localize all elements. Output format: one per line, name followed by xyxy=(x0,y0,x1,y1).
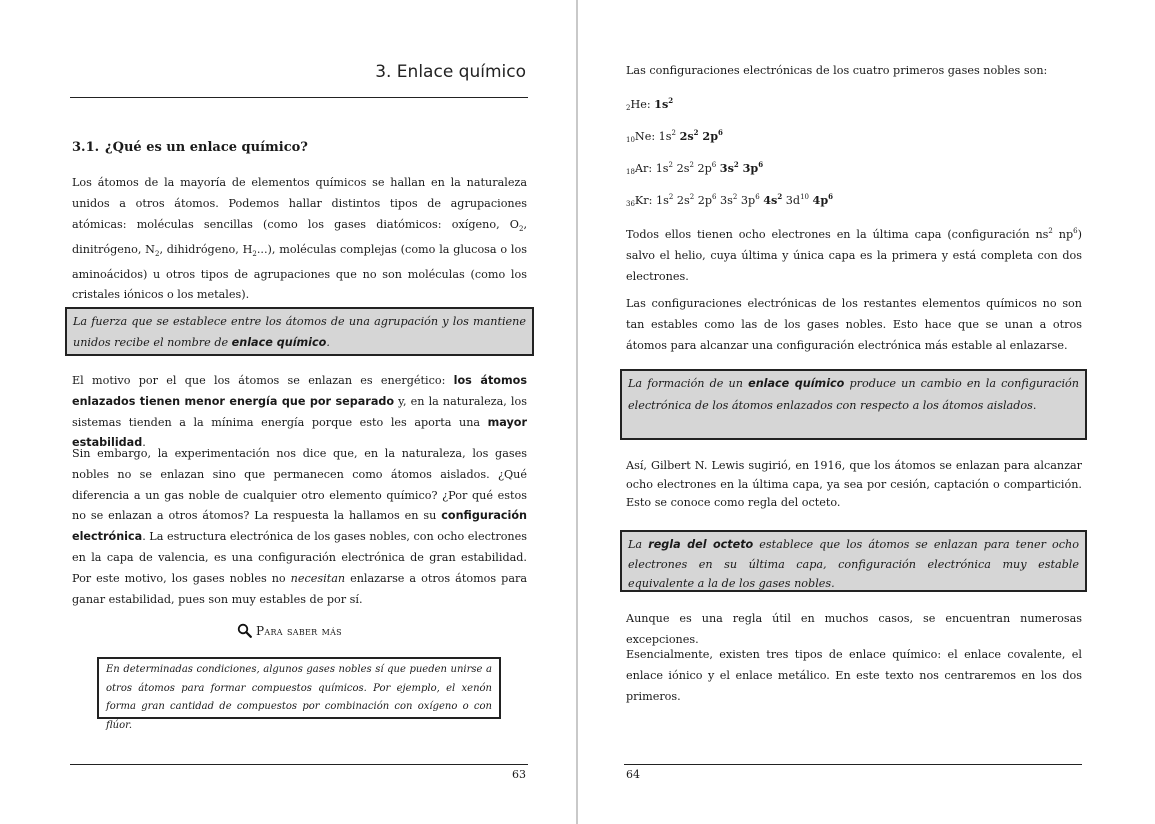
config-krypton: $_{36}$Kr: $1s^2$ $2s^2$ $2p^6$ $3s^2$ $3p^6$ $4s^2$ $3d^{10}$ $4p^6$ xyxy=(626,192,834,208)
page-number-right: 64 xyxy=(626,768,640,781)
header-rule xyxy=(70,97,528,98)
sin-embargo-paragraph: Sin embargo, la experimentación nos dice que, en la naturaleza, los gases nobles no se enlazan sino que permanecen como átomos aislados. ¿Qué diferencia a un gas noble de cualquier otro elemento químico? ¿Por qué estos no se enlazan a otros átomos? La respuesta la hallamos en su configuración electrónica. La estructura electrónica de los gases nobles, con ocho electrones en la capa de valencia, es una configuración electrónica de gran estabilidad. Por este motivo, los gases nobles no necesitan enlazarse a otros átomos para ganar estabilidad, pues son muy estables de por sí. xyxy=(72,447,528,606)
section-number: 3.1. xyxy=(72,140,100,155)
magnifier-icon xyxy=(237,623,252,638)
config-neon: $_{10}$Ne: $1s^2$ $2s^2$ $2p^6$ xyxy=(626,128,723,144)
todos-paragraph: Todos ellos tienen ocho electrones en la última capa (configuración $ns^2$ $np^6$) salvo el helio, cuya última y única capa es la primera y está completa con dos electrones. xyxy=(626,227,1082,283)
config-helium: $_2$He: $1s^2$ xyxy=(626,96,674,112)
definition-box-octeto: La regla del octeto establece que los átomos se enlazan para tener ocho electrones en su última capa, configuración electrónica muy estable equivalente a la de los gases nobles. xyxy=(620,530,1087,592)
chapter-title: 3. Enlace químico xyxy=(375,62,526,82)
footer-rule-left xyxy=(70,764,528,765)
section-title xyxy=(72,140,308,155)
intro-paragraph: Los átomos de la mayoría de elementos químicos se hallan en la naturaleza unidos a otros átomos. Podemos hallar distintos tipos de agrupaciones atómicas: moléculas sencillas (como los gases diatómicos: oxígeno, $O_2$, dinitrógeno, $N_2$, dihidrógeno, $H_2$...), moléculas complejas (como la glucosa o los aminoácidos) u otros tipos de agrupaciones que no son moléculas (como los cristales iónicos o los metales). xyxy=(72,176,527,302)
excepciones-paragraph: Aunque es una regla útil en muchos casos, se encuentran numerosas excepciones. xyxy=(626,612,1082,646)
motivo-paragraph: El motivo por el que los átomos se enlazan es energético: los átomos enlazados tienen menor energía que por separado y, en la naturaleza, los sistemas tienden a la mínima energía porque esto les aporta una mayor estabilidad. xyxy=(72,374,527,450)
footer-rule-right xyxy=(624,764,1082,765)
lewis-paragraph: Así, Gilbert N. Lewis sugirió, en 1916, que los átomos se enlazan para alcanzar ocho electrones en la última capa, ya sea por cesión, captación o compartición. Esto se conoce como regla del octeto. xyxy=(626,459,1082,509)
restantes-paragraph: Las configuraciones electrónicas de los restantes elementos químicos no son tan estables como las de los gases nobles. Esto hace que se unan a otros átomos para alcanzar una configuración electrónica más estable al enlazarse. xyxy=(626,297,1082,352)
definition-box-enlace: La fuerza que se establece entre los átomos de una agrupación y los mantiene unidos recibe el nombre de enlace químico. xyxy=(65,307,534,356)
config-argon: $_{18}$Ar: $1s^2$ $2s^2$ $2p^6$ $3s^2$ $3p^6$ xyxy=(626,160,764,176)
para-saber-mas-heading: Para saber más xyxy=(237,623,342,638)
section-title-text: ¿Qué es un enlace químico? xyxy=(105,140,308,155)
para-saber-mas-box: En determinadas condiciones, algunos gases nobles sí que pueden unirse a otros átomos para formar compuestos químicos. Por ejemplo, el xenón forma gran cantidad de compuestos por combinación con oxígeno o con flúor. xyxy=(97,657,501,719)
definition-box-formacion: La formación de un enlace químico produce un cambio en la configuración electrónica de los átomos enlazados con respecto a los átomos aislados. xyxy=(620,369,1087,440)
page-number-left: 63 xyxy=(512,768,526,781)
tipos-enlace-paragraph: Esencialmente, existen tres tipos de enlace químico: el enlace covalente, el enlace iónico y el enlace metálico. En este texto nos centraremos en los dos primeros. xyxy=(626,648,1082,703)
gases-nobles-intro: Las configuraciones electrónicas de los cuatro primeros gases nobles son: xyxy=(626,64,1048,77)
